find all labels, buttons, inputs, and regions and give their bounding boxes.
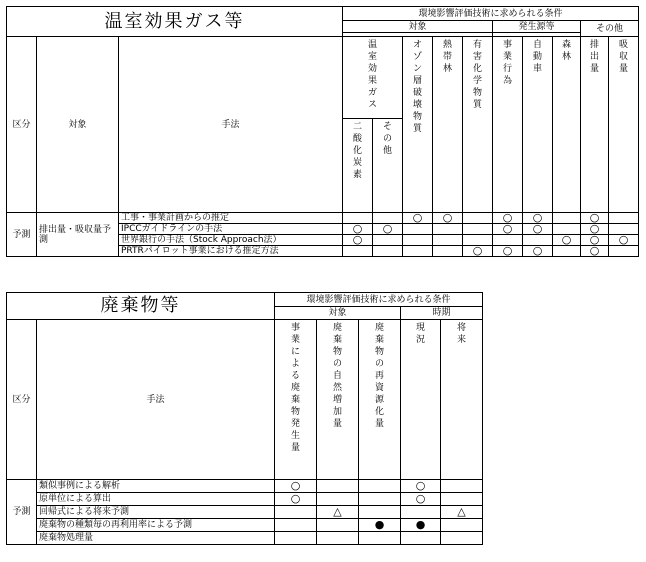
waste-mark	[441, 519, 483, 532]
ghg-conditions-header: 環境影響評価技術に求められる条件	[343, 7, 639, 21]
ghg-mark: ○	[493, 213, 523, 224]
ghg-mark: ○	[373, 224, 403, 235]
ghg-col-co2: 二酸化炭素	[343, 119, 373, 213]
waste-col-c4: 現況	[401, 320, 441, 480]
ghg-col-ozone: オゾン層破壊物質	[403, 37, 433, 213]
ghg-col-other-gas: その他	[373, 119, 403, 213]
ghg-mark: ○	[493, 224, 523, 235]
waste-col-kubun: 区分	[7, 320, 37, 480]
ghg-source-header: 発生源等	[493, 21, 581, 33]
waste-col-c2: 廃棄物の自然増加量	[317, 320, 359, 480]
waste-mark	[359, 506, 401, 519]
ghg-col-ghg-group: 温室効果ガス	[343, 37, 403, 119]
waste-mark: ○	[275, 493, 317, 506]
waste-title: 廃棄物等	[7, 293, 275, 320]
ghg-title: 温室効果ガス等	[7, 7, 343, 37]
ghg-row-taisho: 排出量・吸収量予測	[37, 213, 119, 257]
ghg-mark: ○	[493, 246, 523, 257]
waste-mark	[317, 480, 359, 493]
ghg-method-1: IPCCガイドラインの手法	[119, 224, 343, 235]
ghg-mark	[433, 246, 463, 257]
ghg-mark: ○	[581, 246, 609, 257]
waste-mark	[275, 532, 317, 545]
waste-mark: ○	[401, 493, 441, 506]
waste-mark	[275, 506, 317, 519]
ghg-mark	[373, 235, 403, 246]
ghg-mark	[433, 235, 463, 246]
waste-mark	[441, 532, 483, 545]
ghg-method-3: PRTRパイロット事業における推定方法	[119, 246, 343, 257]
ghg-col-method: 手法	[119, 37, 343, 213]
ghg-other-header: その他	[581, 21, 639, 37]
waste-row-kubun: 予測	[7, 480, 37, 545]
ghg-col-forest: 森林	[553, 37, 581, 213]
ghg-mark	[609, 213, 639, 224]
ghg-table	[6, 6, 639, 257]
ghg-mark	[433, 224, 463, 235]
waste-col-method: 手法	[37, 320, 275, 480]
ghg-mark: ○	[343, 235, 373, 246]
ghg-mark: ○	[553, 235, 581, 246]
ghg-mark: ○	[433, 213, 463, 224]
ghg-mark: ○	[609, 235, 639, 246]
ghg-col-tropical: 熱帯林	[433, 37, 463, 213]
ghg-col-taisho: 対象	[37, 37, 119, 213]
ghg-col-kubun: 区分	[7, 37, 37, 213]
waste-col-c3: 廃棄物の再資源化量	[359, 320, 401, 480]
waste-method-3: 廃棄物の種類毎の再利用率による予測	[37, 519, 275, 532]
waste-mark	[401, 532, 441, 545]
ghg-col-car: 自動車	[523, 37, 553, 213]
waste-mark: ●	[359, 519, 401, 532]
waste-conditions-header: 環境影響評価技術に求められる条件	[275, 293, 483, 307]
waste-mark: ●	[401, 519, 441, 532]
ghg-method-0: 工事・事業計画からの推定	[119, 213, 343, 224]
ghg-mark	[463, 224, 493, 235]
waste-mark	[441, 480, 483, 493]
waste-period-header: 時期	[401, 307, 483, 320]
waste-mark: ○	[275, 480, 317, 493]
waste-target-header: 対象	[275, 307, 401, 320]
waste-mark	[317, 519, 359, 532]
waste-col-c1: 事業による廃棄物発生量	[275, 320, 317, 480]
ghg-mark: ○	[581, 224, 609, 235]
ghg-mark	[403, 246, 433, 257]
waste-mark: △	[441, 506, 483, 519]
waste-mark	[359, 532, 401, 545]
waste-mark	[359, 480, 401, 493]
waste-method-4: 廃棄物処理量	[37, 532, 275, 545]
waste-mark: △	[317, 506, 359, 519]
ghg-mark: ○	[403, 213, 433, 224]
ghg-mark: ○	[523, 246, 553, 257]
ghg-mark	[403, 235, 433, 246]
ghg-mark: ○	[523, 224, 553, 235]
ghg-row-kubun: 予測	[7, 213, 37, 257]
ghg-col-business: 事業行為	[493, 37, 523, 213]
ghg-target-header: 対象	[343, 21, 493, 33]
waste-table	[6, 292, 483, 545]
ghg-mark: ○	[343, 224, 373, 235]
ghg-mark	[463, 213, 493, 224]
waste-method-2: 回帰式による将来予測	[37, 506, 275, 519]
ghg-col-hazardous: 有害化学物質	[463, 37, 493, 213]
waste-mark	[317, 493, 359, 506]
waste-mark	[317, 532, 359, 545]
ghg-mark: ○	[581, 213, 609, 224]
waste-col-c5: 将来	[441, 320, 483, 480]
ghg-col-emission: 排出量	[581, 37, 609, 213]
waste-mark	[401, 506, 441, 519]
ghg-mark	[609, 246, 639, 257]
ghg-mark	[343, 246, 373, 257]
waste-mark	[441, 493, 483, 506]
ghg-mark	[553, 246, 581, 257]
waste-mark	[359, 493, 401, 506]
waste-mark	[275, 519, 317, 532]
ghg-mark	[373, 246, 403, 257]
waste-method-0: 類似事例による解析	[37, 480, 275, 493]
waste-mark: ○	[401, 480, 441, 493]
ghg-mark: ○	[523, 213, 553, 224]
ghg-mark: ○	[463, 246, 493, 257]
waste-method-1: 原単位による算出	[37, 493, 275, 506]
ghg-mark	[403, 224, 433, 235]
ghg-mark	[553, 213, 581, 224]
ghg-method-2: 世界銀行の手法（Stock Approach法）	[119, 235, 343, 246]
ghg-mark: ○	[581, 235, 609, 246]
ghg-col-absorption: 吸収量	[609, 37, 639, 213]
